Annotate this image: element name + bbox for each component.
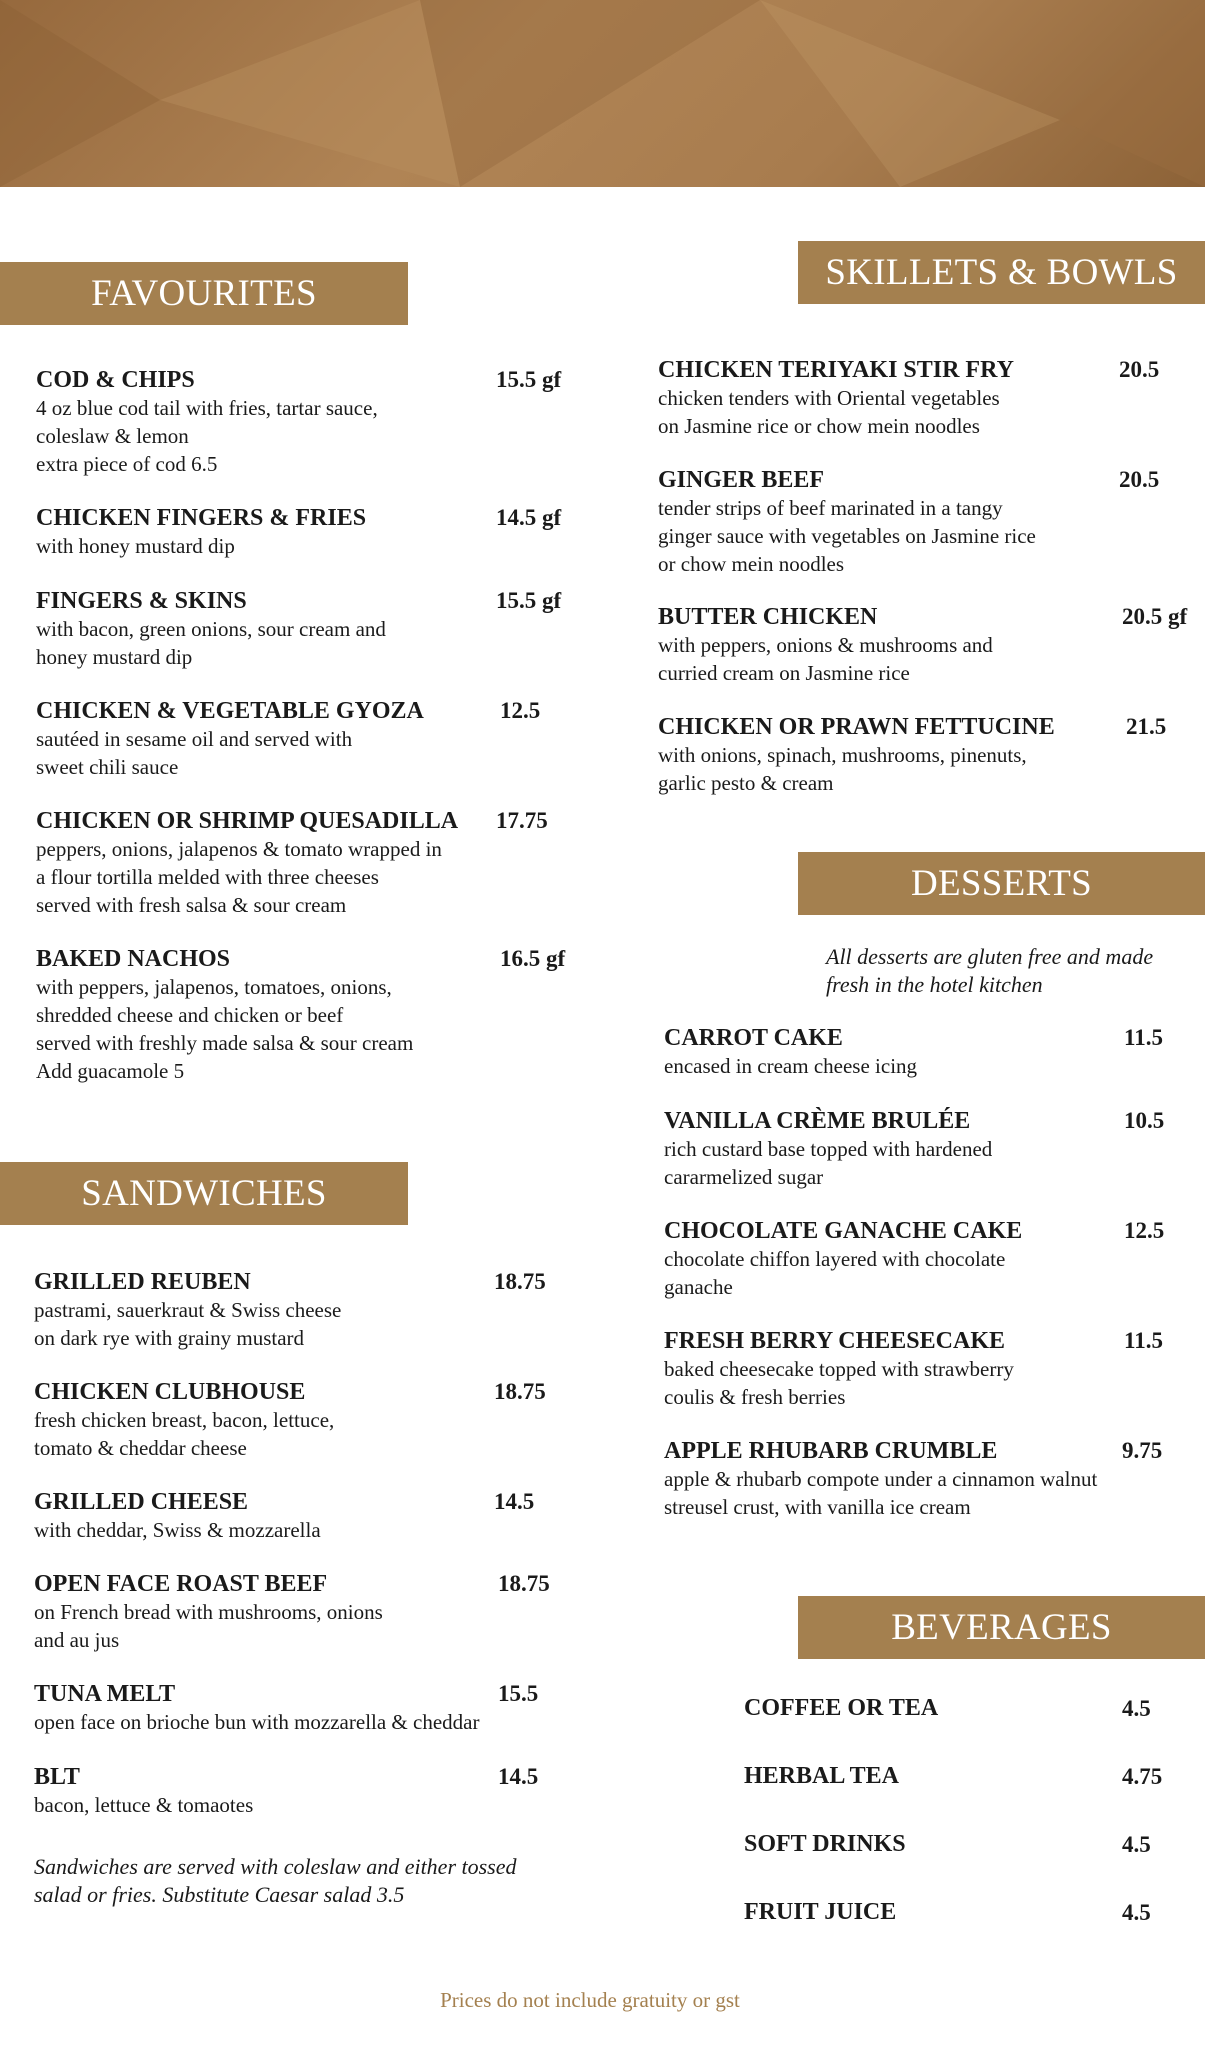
item-price: 14.5 (498, 1764, 539, 1789)
menu-item (34, 1763, 253, 1819)
item-name: GRILLED CHEESE (34, 1489, 249, 1515)
menu-item (664, 1437, 1097, 1521)
item-description: fresh chicken breast, bacon, lettuce, tomato & cheddar cheese (34, 1408, 335, 1460)
item-price: 16.5 gf (500, 946, 566, 971)
desserts-note: All desserts are gluten free and made fresh in the hotel kitchen (826, 944, 1154, 997)
item-price: 11.5 (1124, 1328, 1163, 1353)
menu-item (658, 356, 1014, 440)
item-description: open face on brioche bun with mozzarella & cheddar (34, 1710, 480, 1734)
item-price: 10.5 (1124, 1108, 1165, 1133)
item-description: rich custard base topped with hardened cararmelized sugar (664, 1137, 993, 1189)
banner-pattern (0, 0, 1205, 187)
item-price: 20.5 (1119, 467, 1160, 492)
item-description: with peppers, onions & mushrooms and curried cream on Jasmine rice (658, 633, 993, 685)
item-name: VANILLA CRÈME BRULÉE (664, 1108, 971, 1134)
item-name: CHOCOLATE GANACHE CAKE (664, 1218, 1023, 1244)
item-price: 14.5 gf (496, 505, 562, 530)
beverage-price: 4.75 (1122, 1764, 1163, 1789)
item-description: peppers, onions, jalapenos & tomato wrapped in a flour tortilla melded with three cheeses served with fresh salsa & sour cream (36, 837, 442, 917)
item-price: 17.75 (496, 808, 548, 833)
footer-note: Prices do not include gratuity or gst (440, 1988, 740, 2012)
item-name: GRILLED REUBEN (34, 1269, 251, 1295)
sandwiches-note: Sandwiches are served with coleslaw and either tossed salad or fries. Substitute Caesar salad 3.5 (34, 1854, 517, 1907)
item-description: with honey mustard dip (36, 534, 235, 558)
item-description: sautéed in sesame oil and served with sweet chili sauce (36, 727, 353, 779)
menu-item (36, 366, 378, 478)
menu-item (34, 1680, 479, 1736)
item-price: 15.5 gf (496, 588, 562, 613)
item-name: BLT (34, 1764, 80, 1790)
beverage-name: FRUIT JUICE (744, 1899, 897, 1925)
item-price: 12.5 (500, 698, 541, 723)
item-description: with cheddar, Swiss & mozzarella (34, 1518, 321, 1542)
item-name: CHICKEN & VEGETABLE GYOZA (36, 698, 424, 724)
item-description: with peppers, jalapenos, tomatoes, onions, shredded cheese and chicken or beef served with freshly made salsa & sour cream Add guacamole 5 (36, 975, 414, 1083)
desserts-header (798, 852, 1205, 915)
favourites-title: FAVOURITES (91, 273, 317, 314)
item-name: CHICKEN OR PRAWN FETTUCINE (658, 714, 1055, 740)
menu-item (34, 1268, 341, 1352)
item-price: 20.5 (1119, 357, 1160, 382)
menu-item (36, 587, 386, 671)
item-description: chicken tenders with Oriental vegetables on Jasmine rice or chow mein noodles (658, 386, 1000, 438)
sandwiches-header (0, 1162, 408, 1225)
item-name: BAKED NACHOS (36, 946, 231, 972)
item-name: TUNA MELT (34, 1681, 176, 1707)
sandwiches-title: SANDWICHES (81, 1173, 327, 1214)
menu-item (658, 466, 1036, 578)
item-name: BUTTER CHICKEN (658, 604, 878, 630)
item-name: FINGERS & SKINS (36, 588, 247, 614)
desserts-title: DESSERTS (910, 863, 1093, 904)
item-price: 18.75 (498, 1571, 550, 1596)
menu-item (658, 713, 1055, 797)
beverage-name: SOFT DRINKS (744, 1831, 906, 1857)
beverage-price: 4.5 (1122, 1832, 1151, 1857)
beverages-title: BEVERAGES (891, 1607, 1112, 1648)
item-description: on French bread with mushrooms, onions and au jus (34, 1600, 383, 1652)
menu-item (36, 945, 413, 1085)
item-price: 18.75 (494, 1379, 546, 1404)
beverage-price: 4.5 (1122, 1696, 1151, 1721)
menu-item (664, 1327, 1014, 1411)
item-description: pastrami, sauerkraut & Swiss cheese on dark rye with grainy mustard (34, 1298, 342, 1350)
skillets-header (798, 241, 1205, 304)
item-description: with bacon, green onions, sour cream and honey mustard dip (36, 617, 386, 669)
favourites-header (0, 262, 408, 325)
item-description: apple & rhubarb compote under a cinnamon walnut streusel crust, with vanilla ice cream (664, 1467, 1098, 1519)
beverages-header (798, 1596, 1205, 1659)
item-price: 11.5 (1124, 1025, 1163, 1050)
item-description: with onions, spinach, mushrooms, pinenuts, garlic pesto & cream (658, 743, 1027, 795)
item-name: CHICKEN FINGERS & FRIES (36, 505, 367, 531)
item-description: tender strips of beef marinated in a tangy ginger sauce with vegetables on Jasmine rice or chow mein noodles (658, 496, 1036, 576)
menu-item (34, 1570, 383, 1654)
item-description: baked cheesecake topped with strawberry coulis & fresh berries (664, 1357, 1014, 1409)
item-price: 15.5 (498, 1681, 539, 1706)
item-name: FRESH BERRY CHEESECAKE (664, 1328, 1006, 1354)
item-description: bacon, lettuce & tomaotes (34, 1793, 254, 1817)
menu-item (664, 1217, 1022, 1301)
item-name: GINGER BEEF (658, 467, 825, 493)
beverage-name: HERBAL TEA (744, 1763, 899, 1789)
item-price: 9.75 (1122, 1438, 1163, 1463)
item-description: encased in cream cheese icing (664, 1054, 918, 1078)
item-name: APPLE RHUBARB CRUMBLE (664, 1438, 998, 1464)
menu-item (664, 1024, 917, 1080)
item-name: CHICKEN TERIYAKI STIR FRY (658, 357, 1014, 383)
item-description: 4 oz blue cod tail with fries, tartar sauce, coleslaw & lemon extra piece of cod 6.5 (36, 396, 378, 476)
menu-item (36, 504, 366, 560)
header-banner (0, 0, 1205, 187)
item-name: COD & CHIPS (36, 367, 195, 393)
menu-item (658, 603, 993, 687)
item-name: CHICKEN CLUBHOUSE (34, 1379, 306, 1405)
beverage-price: 4.5 (1122, 1900, 1151, 1925)
item-price: 12.5 (1124, 1218, 1165, 1243)
item-price: 20.5 gf (1122, 604, 1188, 629)
menu-item (36, 697, 424, 781)
item-name: CHICKEN OR SHRIMP QUESADILLA (36, 808, 459, 834)
beverage-name: COFFEE OR TEA (744, 1695, 939, 1721)
menu-item (664, 1107, 992, 1191)
item-description: chocolate chiffon layered with chocolate ganache (664, 1247, 1006, 1299)
item-name: OPEN FACE ROAST BEEF (34, 1571, 328, 1597)
item-price: 21.5 (1126, 714, 1167, 739)
menu-item (34, 1488, 321, 1544)
item-price: 14.5 (494, 1489, 535, 1514)
menu-item (34, 1378, 334, 1462)
item-price: 15.5 gf (496, 367, 562, 392)
item-price: 18.75 (494, 1269, 546, 1294)
skillets-title: SKILLETS & BOWLS (825, 252, 1178, 293)
menu-item (36, 807, 458, 919)
item-name: CARROT CAKE (664, 1025, 843, 1051)
